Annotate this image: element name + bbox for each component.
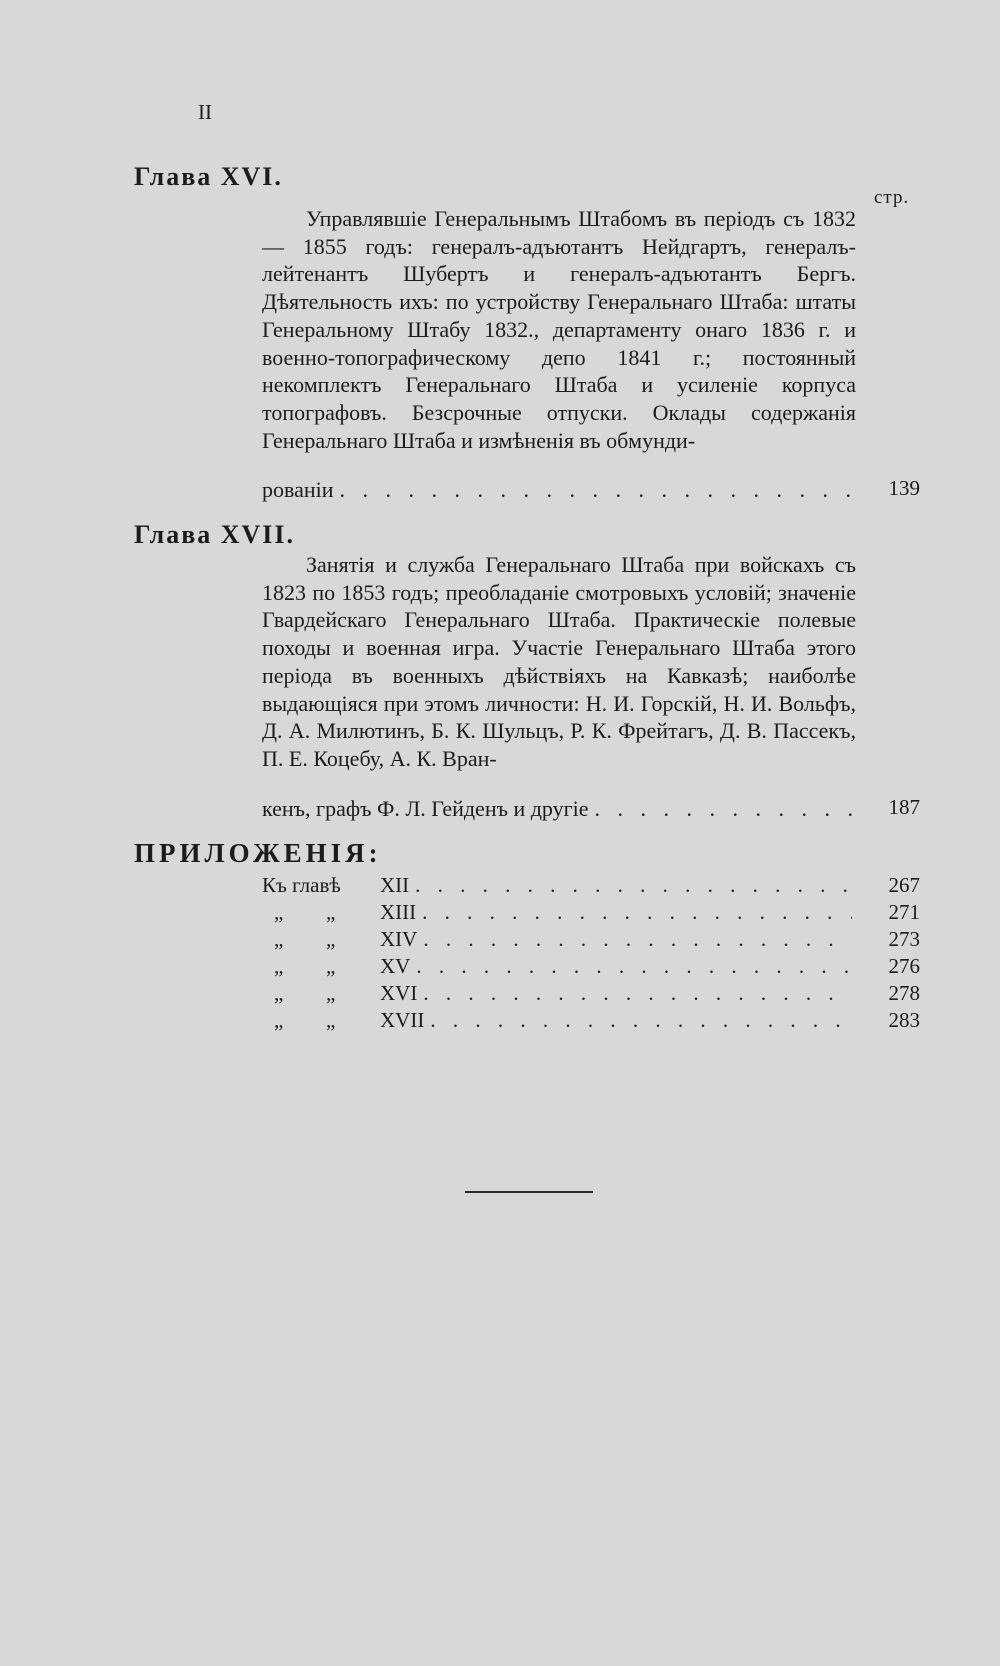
dot-leader (423, 927, 852, 954)
appendix-row (262, 954, 856, 981)
chapter-heading: Глава XVII. (134, 520, 296, 549)
chapter-summary (262, 551, 856, 773)
dot-leader (415, 873, 852, 900)
appendix-row (262, 1008, 856, 1035)
chapter-summary-ending: рованіи (262, 477, 334, 502)
chapter-heading: Глава XVI. (134, 162, 283, 191)
page-number: II (198, 100, 212, 124)
page-column-label: стр. (874, 187, 910, 208)
appendix-ditto (262, 981, 380, 1008)
chapter-page-ref: 139 (888, 476, 920, 500)
ditto-mark: „ (274, 900, 285, 924)
dot-leader (416, 954, 852, 981)
appendix-page: 267 (888, 873, 920, 897)
appendix-page: 283 (888, 1008, 920, 1032)
ditto-mark: „ (326, 1008, 337, 1032)
appendix-ditto (262, 927, 380, 954)
ditto-mark: „ (274, 981, 285, 1005)
appendix-chapter: XVI (380, 981, 418, 1005)
appendix-chapter: XII (380, 873, 410, 897)
appendix-page: 273 (888, 927, 920, 951)
dot-leader (430, 1008, 852, 1035)
appendix-row (262, 981, 856, 1008)
dot-leader (423, 981, 852, 1008)
appendix-row (262, 900, 856, 927)
dot-leader (422, 900, 852, 927)
chapter-summary-text: Управлявшіе Генеральнымъ Штабомъ въ періодъ съ 1832 — 1855 годъ: генералъ-адъютантъ Нейдгартъ, генералъ-лейтенантъ Шубертъ и генералъ-адъютантъ Бергъ. Дѣятельность ихъ: по устройству Генеральнаго Штаба: штаты Генеральному Штабу 1832., департаменту онаго 1836 г. и военно-топографическому депо 1841 г.; постоянный некомплектъ Генеральнаго Штаба и усиленіе корпуса топографовъ. Безсрочные отпуски. Оклады содержанія Генеральнаго Штаба и измѣненія въ обмунди- (262, 206, 856, 453)
ditto-mark: „ (326, 927, 337, 951)
appendix-chapter: XIII (380, 900, 417, 924)
ditto-mark: „ (274, 954, 285, 978)
ditto-mark: „ (326, 981, 337, 1005)
chapter-summary (262, 205, 856, 454)
appendix-chapter: XV (380, 954, 411, 978)
appendix-heading: ПРИЛОЖЕНІЯ: (134, 838, 382, 868)
chapter-page-ref: 187 (888, 795, 920, 819)
appendix-prefix: Къ главѣ (262, 873, 341, 897)
ditto-mark: „ (326, 900, 337, 924)
appendix-ditto (262, 900, 380, 927)
appendix-chapter: XVII (380, 1008, 425, 1032)
chapter-summary-last-line (262, 476, 856, 504)
section-separator (465, 1191, 593, 1193)
appendix-chapter: XIV (380, 927, 418, 951)
appendix-page: 276 (888, 954, 920, 978)
chapter-summary-last-line (262, 795, 856, 823)
appendix-row (262, 873, 856, 900)
appendix-page: 278 (888, 981, 920, 1005)
appendix-ditto (262, 954, 380, 981)
ditto-mark: „ (274, 927, 285, 951)
appendix-page: 271 (888, 900, 920, 924)
chapter-summary-ending: кенъ, графъ Ф. Л. Гейденъ и другіе (262, 796, 589, 821)
chapter-summary-text: Занятія и служба Генеральнаго Штаба при войскахъ съ 1823 по 1853 годъ; преобладаніе смотровыхъ условій; значеніе Гвардейскаго Генеральнаго Штаба. Практическіе полевые походы и военная игра. Участіе Генеральнаго Штаба этого періода въ военныхъ дѣйствіяхъ на Кавказѣ; наиболѣе выдающіяся при этомъ личности: Н. И. Горскій, Н. И. Вольфъ, Д. А. Милютинъ, Б. К. Шульцъ, Р. К. Фрейтагъ, Д. В. Пассекъ, П. Е. Коцебу, А. К. Вран- (262, 552, 856, 771)
dot-leader (340, 476, 852, 504)
ditto-mark: „ (274, 1008, 285, 1032)
appendix-row (262, 927, 856, 954)
dot-leader (595, 795, 852, 823)
appendix-ditto (262, 1008, 380, 1035)
ditto-mark: „ (326, 954, 337, 978)
